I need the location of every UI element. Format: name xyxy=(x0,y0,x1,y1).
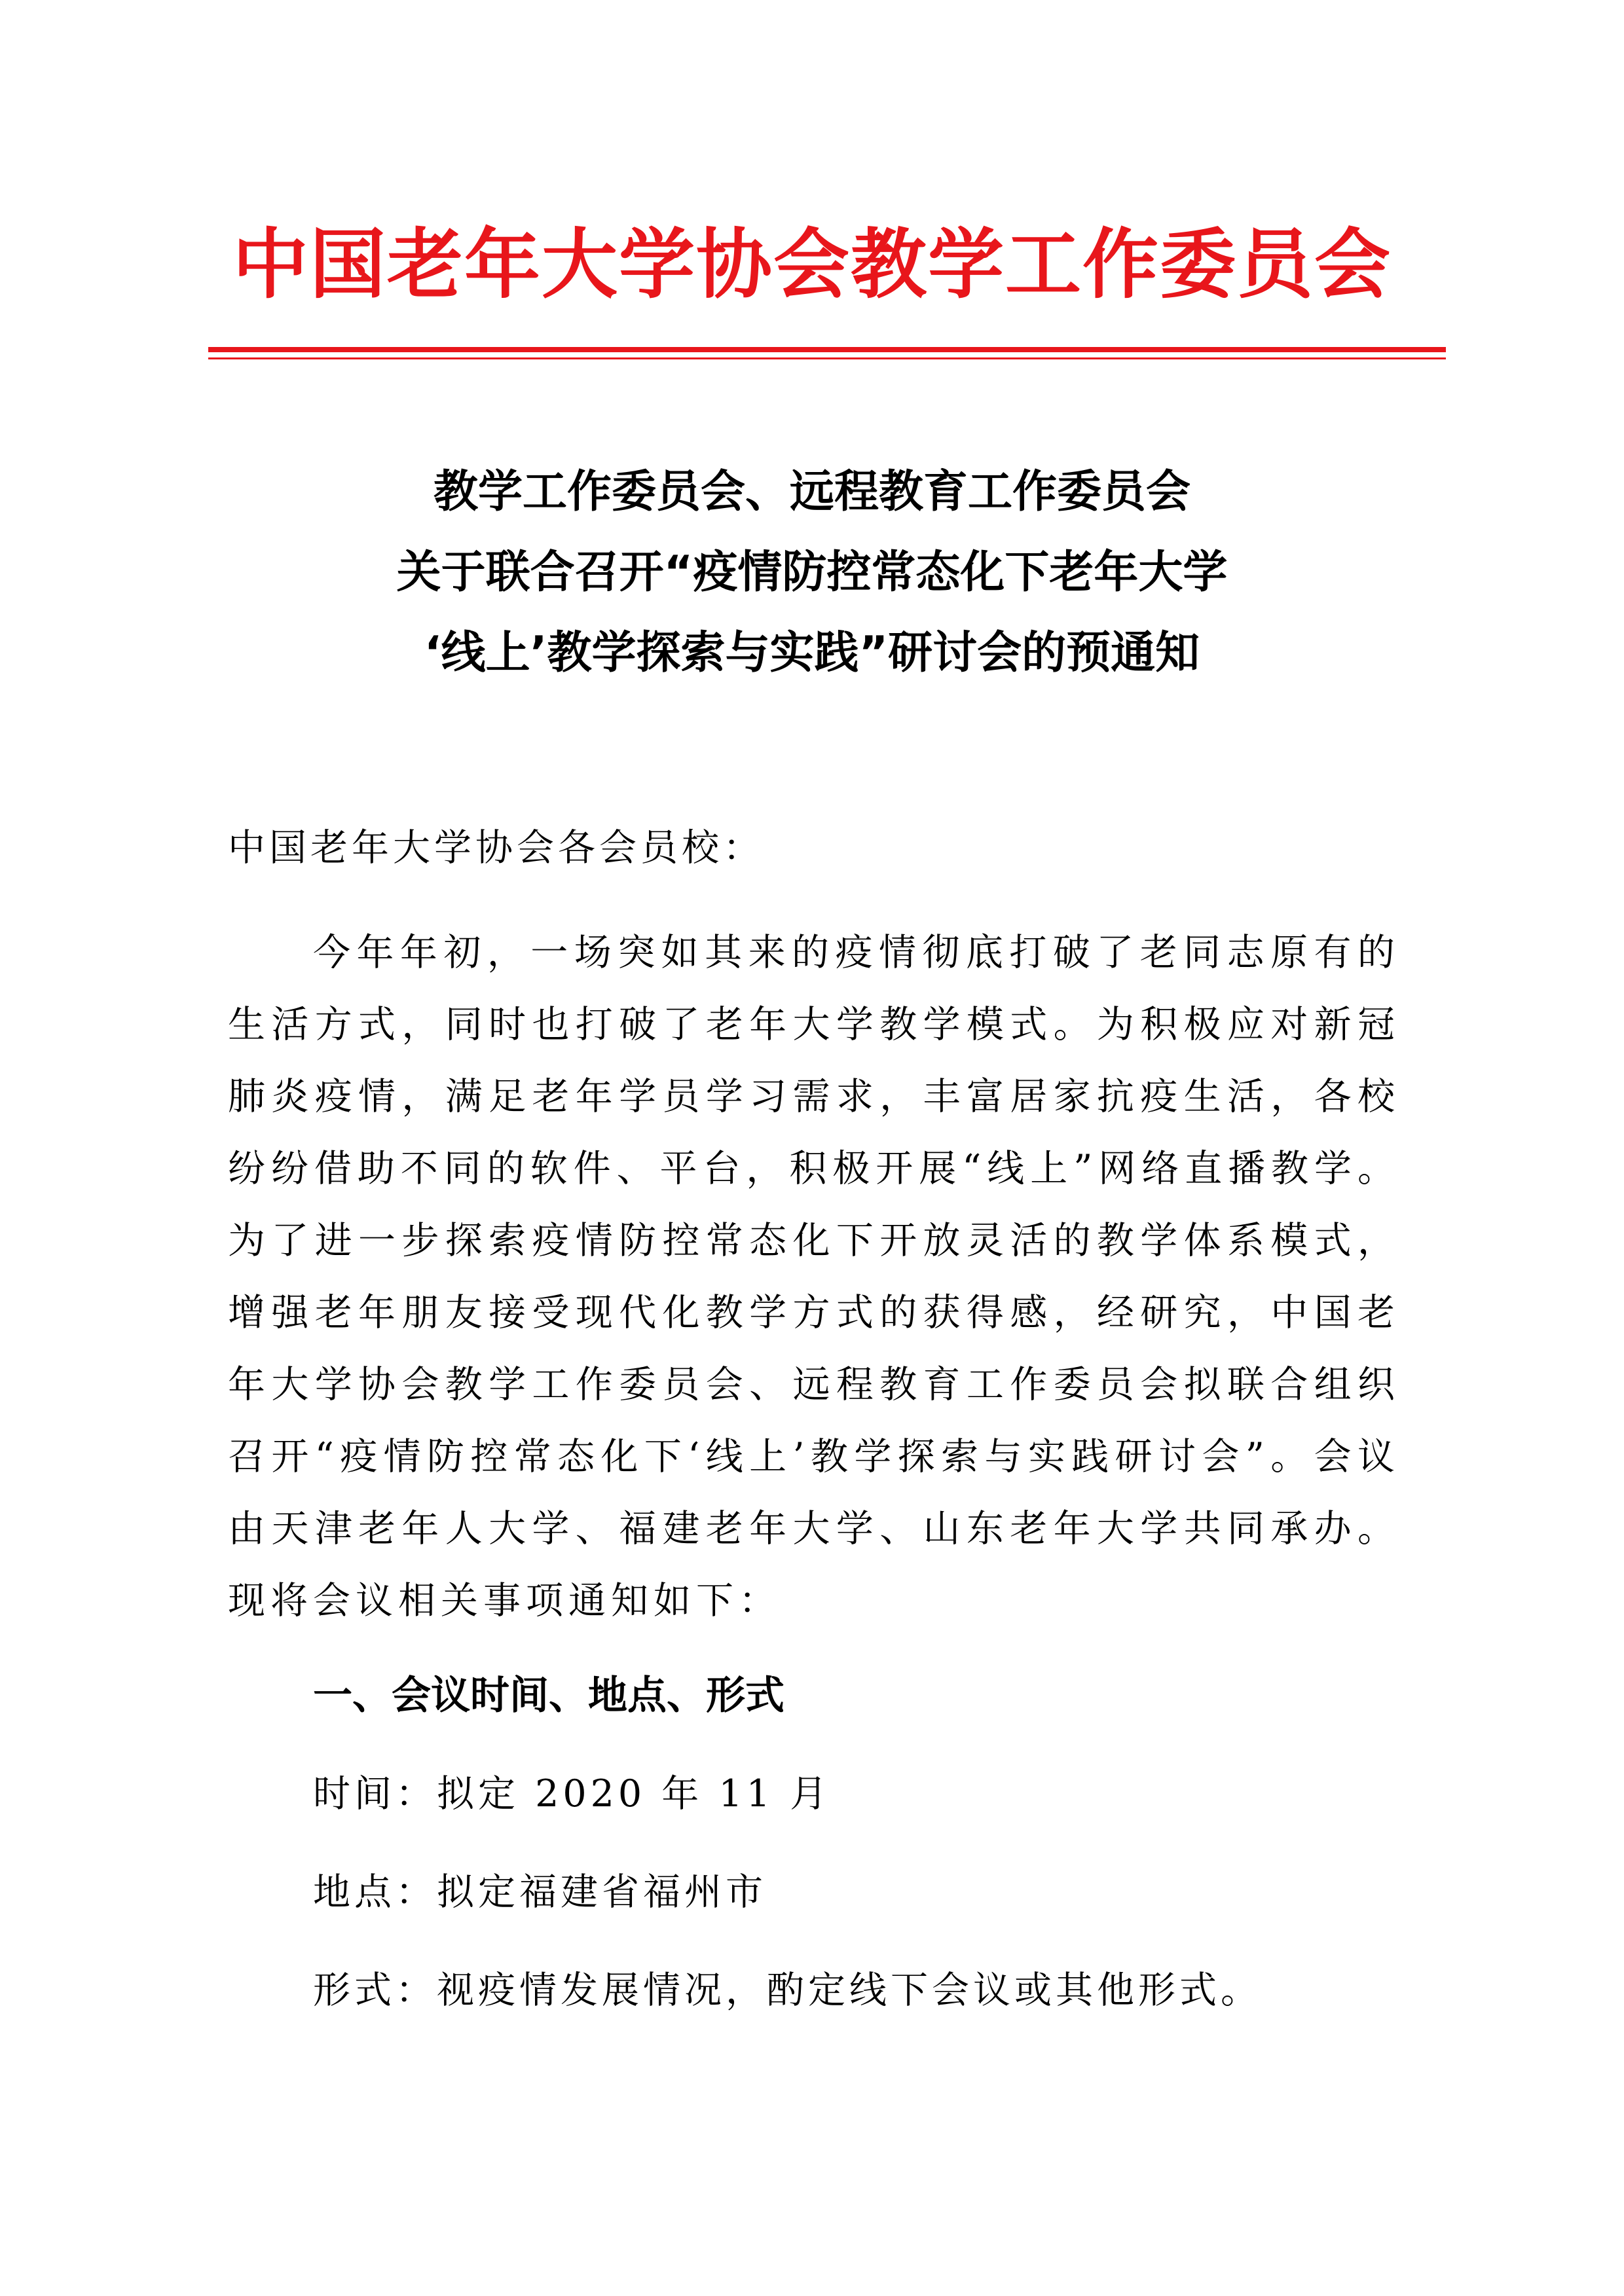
letterhead-org-name: 中国老年大学协会教学工作委员会 xyxy=(232,221,1392,309)
meeting-format: 形式：视疫情发展情况，酌定线下会议或其他形式。 xyxy=(313,1969,1262,2012)
title-line-2: 关于联合召开“疫情防控常态化下老年大学 xyxy=(396,547,1228,598)
salutation: 中国老年大学协会各会员校： xyxy=(228,826,764,869)
title-line-1: 教学工作委员会、远程教育工作委员会 xyxy=(433,466,1190,518)
meeting-time: 时间：拟定 2020 年 11 月 xyxy=(313,1772,832,1815)
letterhead-rule-thin xyxy=(208,357,1446,359)
body-paragraph: 今年年初，一场突如其来的疫情彻底打破了老同志原有的生活方式，同时也打破了老年大学教学模式。为积极应对新冠肺炎疫情，满足老年学员学习需求，丰富居家抗疫生活，各校纷纷借助不同的软件、平台，积极开展“线上”网络直播教学。为了进一步探索疫情防控常态化下开放灵活的教学体系模式，增强老年朋友接受现代化教学方式的获得感，经研究，中国老年大学协会教学工作委员会、远程教育工作委员会拟联合组织召开“疫情防控常态化下‘线上’教学探索与实践研讨会”。会议由天津老年人大学、福建老年大学、山东老年大学共同承办。现将会议相关事项通知如下： xyxy=(228,931,1400,1622)
document-title xyxy=(0,452,1624,693)
letterhead-rule-thick xyxy=(208,347,1446,352)
meeting-place: 地点：拟定福建省福州市 xyxy=(313,1870,767,1914)
section-heading-meeting-info: 一、会议时间、地点、形式 xyxy=(313,1673,784,1719)
title-line-3: ‘线上’教学探索与实践”研讨会的预通知 xyxy=(424,627,1200,679)
